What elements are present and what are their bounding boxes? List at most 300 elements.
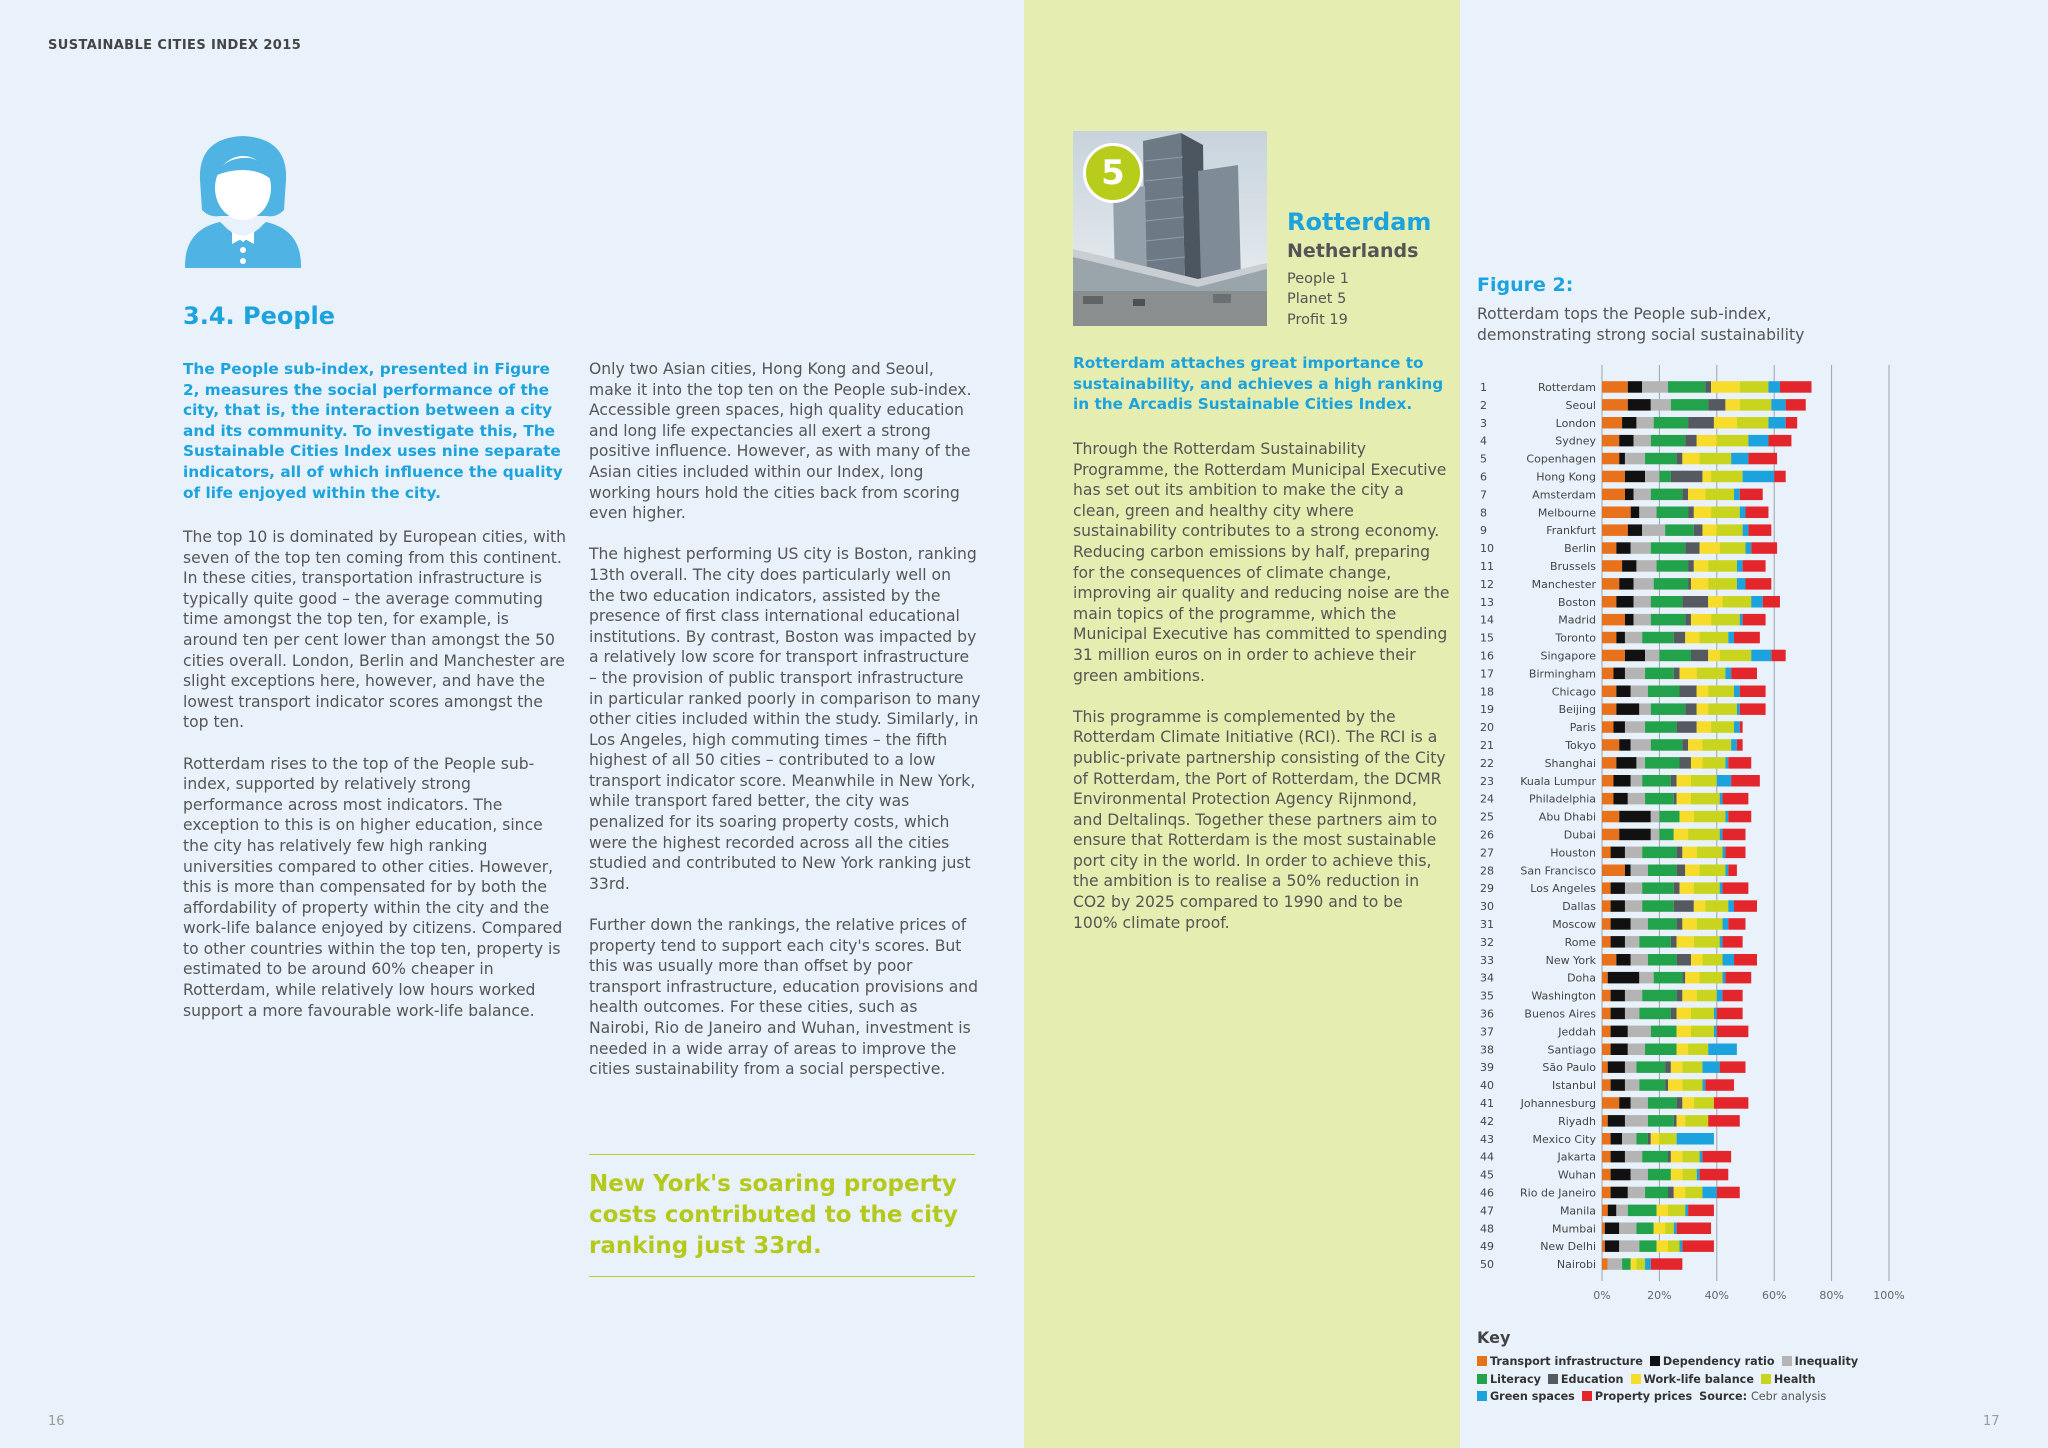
rank-label: 11 [1480,559,1494,573]
bar-segment [1720,1061,1746,1073]
bar-segment [1705,900,1728,912]
bar-segment [1728,811,1751,823]
bar-segment [1659,650,1691,662]
bar-segment [1740,703,1766,715]
city-label: Abu Dhabi [1538,810,1596,824]
bar-segment [1674,1115,1677,1127]
bar-segment [1725,757,1728,769]
legend-item [1477,1353,1643,1371]
bar-segment [1631,686,1648,698]
rank-label: 45 [1480,1168,1494,1182]
chart-source [1699,1388,1826,1406]
city-label: Mumbai [1552,1222,1596,1236]
bar-segment [1634,596,1651,608]
bar-segment [1651,435,1685,447]
bar-segment [1682,453,1699,465]
bar-segment [1602,1240,1605,1252]
city-label: Mexico City [1532,1132,1596,1146]
legend-swatch [1477,1391,1487,1401]
city-label: Seoul [1565,398,1596,412]
source-label: Source: [1699,1390,1751,1403]
bar-segment [1602,381,1628,393]
bar-segment [1688,489,1705,501]
paragraph: Further down the rankings, the relative prices of property tend to support each city's scores. But this was usually more than offset by poor transport infrastructure, education provisions and health outcomes. For these cities, such as Nairobi, Rio de Janeiro and Wuhan, investment is needed in a wide array of areas to improve the cities sustainability from a social perspective. [589,916,979,1079]
legend-label: Green spaces [1490,1390,1575,1403]
bar-segment [1723,972,1726,984]
bar-segment [1602,793,1613,805]
bar-segment [1611,1151,1625,1163]
bar-segment [1748,453,1777,465]
city-label: Chicago [1551,685,1596,699]
city-label: London [1555,416,1596,430]
bar-segment [1694,811,1726,823]
bar-segment [1740,614,1743,626]
city-label: Los Angeles [1530,882,1596,896]
bar-segment [1702,1187,1716,1199]
bar-segment [1619,1240,1639,1252]
bar-segment [1651,811,1660,823]
bar-segment [1751,596,1762,608]
bar-segment [1700,632,1729,644]
body-column-3 [1073,439,1451,954]
bar-segment [1711,507,1740,519]
bar-segment [1602,775,1613,787]
bar-segment [1602,417,1622,429]
bar-segment [1602,1097,1619,1109]
bar-segment [1651,399,1671,411]
city-label: Hong Kong [1536,470,1596,484]
rank-label: 10 [1480,542,1494,556]
bar-segment [1694,1097,1714,1109]
city-photo [1073,131,1267,326]
bar-segment [1634,435,1651,447]
bar-segment [1679,686,1696,698]
bar-segment [1639,936,1671,948]
bar-segment [1639,972,1653,984]
bar-segment [1602,632,1616,644]
planet-score: Planet 5 [1287,291,1347,307]
bar-segment [1602,811,1619,823]
bar-segment [1697,918,1723,930]
bar-segment [1728,918,1745,930]
bar-segment [1671,1061,1682,1073]
rank-label: 37 [1480,1025,1494,1039]
bar-segment [1602,990,1611,1002]
bar-segment [1763,596,1780,608]
bar-segment [1628,381,1642,393]
bar-segment [1619,1097,1630,1109]
bar-segment [1602,1008,1611,1020]
bar-segment [1654,417,1688,429]
bar-segment [1628,399,1651,411]
chart-legend [1477,1353,1877,1406]
rank-label: 42 [1480,1114,1494,1128]
bar-segment [1645,1258,1651,1270]
x-tick-label: 60% [1761,1289,1787,1302]
legend-item [1477,1371,1541,1389]
bar-segment [1608,1258,1622,1270]
rank-label: 24 [1480,792,1494,806]
bar-segment [1625,489,1634,501]
bar-segment [1645,1187,1668,1199]
bar-segment [1602,1187,1611,1199]
bar-segment [1602,435,1619,447]
bar-segment [1602,1205,1608,1217]
rank-label: 32 [1480,935,1494,949]
bar-segment [1659,471,1670,483]
bar-segment [1671,775,1677,787]
bar-segment [1602,703,1616,715]
bar-segment [1677,1115,1686,1127]
bar-segment [1602,865,1625,877]
city-label: São Paulo [1542,1061,1596,1075]
bar-segment [1619,811,1651,823]
bar-segment [1665,1223,1674,1235]
bar-segment [1651,1258,1683,1270]
bar-segment [1651,829,1660,841]
body-column-2 [589,359,981,1100]
bar-segment [1625,990,1642,1002]
x-tick-label: 100% [1873,1289,1905,1302]
rank-label: 34 [1480,971,1494,985]
bar-segment [1648,686,1680,698]
bar-segment [1723,793,1749,805]
bar-segment [1685,703,1696,715]
bar-segment [1602,1169,1611,1181]
paragraph: Only two Asian cities, Hong Kong and Seoul, make it into the top ten on the People sub-index. Accessible green spaces, high quality education and long life expectancies all exert a strong positive influence. However, as with many of the Asian cities included within our Index, long working hours hold the cities back from scoring even higher. [589,360,972,523]
bar-segment [1631,865,1648,877]
rank-label: 1 [1480,380,1487,394]
bar-segment [1711,471,1743,483]
bar-segment [1748,524,1771,536]
city-country: Netherlands [1287,240,1419,262]
bar-segment [1622,1258,1631,1270]
bar-segment [1671,471,1703,483]
bar-segment [1605,1240,1619,1252]
bar-segment [1665,1061,1671,1073]
city-label: Dallas [1562,900,1596,914]
bar-segment [1636,560,1656,572]
bar-segment [1659,1133,1676,1145]
bar-segment [1648,1097,1677,1109]
bar-segment [1702,954,1722,966]
bar-segment [1720,829,1723,841]
city-label: Nairobi [1556,1258,1596,1272]
city-label: Paris [1569,721,1596,735]
bar-segment [1720,793,1723,805]
bar-segment [1734,489,1740,501]
bar-segment [1665,524,1694,536]
bar-segment [1700,865,1726,877]
person-icon [180,130,306,268]
legend-swatch [1548,1374,1558,1384]
bar-segment [1697,847,1723,859]
bar-segment [1711,381,1740,393]
bar-segment [1625,847,1642,859]
bar-segment [1616,596,1633,608]
bar-segment [1642,882,1674,894]
paragraph: Through the Rotterdam Sustainability Programme, the Rotterdam Municipal Executive has set out its ambition to make the city a clean, green and healthy city where sustainability contributes to a strong economy. Reducing carbon emissions by half, preparing for the consequences of climate change, improving air quality and reducing noise are the main topics of the programme, which the Municipal Executive has committed to spending 31 million euros on in order to achieve their green ambitions. [1073,440,1450,685]
bar-segment [1602,954,1616,966]
legend-swatch [1761,1374,1771,1384]
bar-segment [1616,757,1636,769]
bar-segment [1616,632,1625,644]
bar-segment [1674,829,1688,841]
rank-label: 8 [1480,506,1487,520]
city-label: Copenhagen [1526,452,1596,466]
profit-score: Profit 19 [1287,312,1348,328]
bar-segment [1602,739,1619,751]
bar-segment [1694,560,1708,572]
bar-segment [1711,721,1734,733]
bar-segment [1723,829,1746,841]
bar-segment [1619,453,1625,465]
bar-segment [1668,1205,1685,1217]
bar-segment [1651,703,1685,715]
legend-label: Inequality [1794,1355,1859,1368]
legend-item [1631,1371,1754,1389]
bar-segment [1645,793,1674,805]
bar-segment [1697,1169,1700,1181]
bar-segment [1720,936,1723,948]
bar-segment [1671,1151,1682,1163]
bar-segment [1708,578,1737,590]
rank-label: 47 [1480,1204,1494,1218]
bar-segment [1688,829,1720,841]
bar-segment [1642,381,1668,393]
bar-segment [1634,578,1654,590]
bar-segment [1639,507,1656,519]
bar-segment [1602,399,1628,411]
rank-label: 13 [1480,595,1494,609]
bar-segment [1677,1026,1691,1038]
legend-label: Dependency ratio [1662,1355,1775,1368]
bar-segment [1654,1223,1665,1235]
bar-segment [1602,453,1619,465]
bar-segment [1702,1079,1705,1091]
bar-segment [1717,1187,1740,1199]
bar-segment [1651,489,1683,501]
bar-segment [1734,632,1760,644]
bar-segment [1679,811,1693,823]
bar-segment [1685,435,1696,447]
bar-segment [1602,1026,1611,1038]
city-label: Istanbul [1551,1079,1596,1093]
city-label: New York [1545,953,1596,967]
bar-segment [1636,1133,1647,1145]
city-label: Philadelphia [1528,792,1596,806]
bar-segment [1682,739,1688,751]
bar-segment [1731,739,1737,751]
city-label: Boston [1557,595,1596,609]
bar-segment [1731,453,1748,465]
bar-segment [1688,578,1691,590]
bar-segment [1677,793,1691,805]
bar-segment [1622,417,1636,429]
bar-segment [1671,1008,1677,1020]
legend-swatch [1650,1356,1660,1366]
section-title: 3.4. People [183,302,336,330]
legend-label: Literacy [1490,1372,1541,1386]
bar-segment [1691,954,1702,966]
legend-swatch [1582,1391,1592,1401]
bar-segment [1725,972,1751,984]
bar-segment [1622,1133,1636,1145]
paragraph: The top 10 is dominated by European cities, with seven of the top ten coming from this continent. In these cities, transportation infrastructure is typically quite good – the average commuting time amongst the top ten, for example, is around ten per cent lower than amongst the 50 cities overall. London, Berlin and Manchester are slight exceptions here, however, and have the lowest transport indicator scores amongst the top ten. [183,528,567,732]
bar-segment [1705,489,1734,501]
city-label: Tokyo [1565,738,1596,752]
bar-segment [1679,1240,1682,1252]
bar-segment [1677,1044,1688,1056]
bar-segment [1740,399,1772,411]
bar-segment [1602,1061,1608,1073]
rank-label: 3 [1480,416,1487,430]
bar-segment [1734,954,1757,966]
bar-segment [1688,507,1694,519]
bar-segment [1631,1097,1648,1109]
bar-segment [1625,865,1631,877]
bar-segment [1702,739,1731,751]
bar-segment [1631,1169,1648,1181]
bar-segment [1668,381,1705,393]
page-number-left: 16 [48,1414,65,1429]
legend-swatch [1477,1356,1487,1366]
bar-segment [1774,471,1785,483]
legend-item [1650,1353,1775,1371]
bar-segment [1737,560,1743,572]
bar-segment [1613,775,1630,787]
bar-segment [1613,721,1624,733]
bar-segment [1682,847,1696,859]
city-label: Rio de Janeiro [1520,1186,1596,1200]
paragraph: The highest performing US city is Boston, ranking 13th overall. The city does particularly well on the two education indicators, assisted by the presence of first class international educational institutions. By contrast, Boston was impacted by a relatively low score for transport infrastructure – the provision of public transport infrastructure in particular ranked poorly in comparison to many other cities included within the study. Similarly, in Los Angeles, high commuting times – the fifth highest of all 50 cities – contributed to a low transport indicator score. Meanwhile in New York, while transport fared better, the city was penalized for its soaring property costs, which were the highest recorded across all the cities studied and contributed to New York ranking just 33rd. [589,545,981,893]
bar-segment [1682,1240,1714,1252]
stacked-bar-chart [1470,360,1910,1310]
bar-segment [1677,721,1697,733]
rank-label: 6 [1480,470,1487,484]
bar-segment [1625,632,1642,644]
bar-segment [1748,435,1768,447]
city-label: Frankfurt [1546,524,1596,538]
bar-segment [1628,524,1642,536]
bar-segment [1619,435,1633,447]
rank-label: 35 [1480,989,1494,1003]
bar-segment [1628,1187,1645,1199]
bar-segment [1611,1187,1628,1199]
bar-segment [1717,990,1723,1002]
bar-segment [1737,703,1740,715]
bar-segment [1682,1079,1702,1091]
rank-label: 43 [1480,1132,1494,1146]
bar-segment [1611,1169,1631,1181]
bar-segment [1677,954,1691,966]
x-tick-label: 0% [1593,1289,1611,1302]
bar-segment [1657,507,1689,519]
bar-segment [1602,757,1616,769]
bar-segment [1746,507,1769,519]
bar-segment [1671,1169,1682,1181]
city-label: Madrid [1558,613,1596,627]
bar-segment [1708,1044,1737,1056]
bar-segment [1651,542,1685,554]
bar-segment [1728,900,1734,912]
bar-segment [1685,1205,1688,1217]
bar-segment [1723,990,1743,1002]
bar-segment [1694,524,1703,536]
bar-segment [1648,918,1677,930]
rank-label: 5 [1480,452,1487,466]
rank-label: 50 [1480,1258,1494,1272]
bar-segment [1725,847,1745,859]
bar-segment [1688,1205,1714,1217]
bar-segment [1677,775,1691,787]
bar-segment [1651,1133,1660,1145]
bar-segment [1602,1079,1611,1091]
bar-segment [1616,1205,1627,1217]
bar-segment [1682,918,1696,930]
rank-label: 15 [1480,631,1494,645]
bar-segment [1728,632,1734,644]
rank-label: 22 [1480,756,1494,770]
bar-segment [1682,972,1685,984]
bar-segment [1714,1097,1748,1109]
city-label: New Delhi [1540,1240,1596,1254]
bar-segment [1625,882,1642,894]
bar-segment [1636,1258,1645,1270]
rank-label: 48 [1480,1222,1494,1236]
bar-segment [1740,489,1763,501]
rank-label: 44 [1480,1150,1494,1164]
legend-label: Work-life balance [1643,1372,1754,1386]
bar-segment [1717,524,1743,536]
bar-segment [1743,560,1766,572]
bar-segment [1613,668,1624,680]
bar-segment [1602,686,1616,698]
bar-segment [1622,560,1636,572]
bar-segment [1677,453,1683,465]
bar-segment [1611,1044,1628,1056]
rank-label: 36 [1480,1007,1494,1021]
bar-segment [1723,596,1752,608]
rank-label: 41 [1480,1096,1494,1110]
figure-subtitle: Rotterdam tops the People sub-index, demonstrating strong social sustainability [1477,305,1805,344]
rank-label: 19 [1480,703,1494,717]
bar-segment [1602,1151,1611,1163]
bar-segment [1677,918,1683,930]
city-label: Rotterdam [1537,380,1596,394]
bar-segment [1697,721,1711,733]
bar-segment [1602,847,1611,859]
bar-segment [1602,489,1625,501]
bar-segment [1751,650,1771,662]
page-number-right: 17 [1983,1414,2000,1429]
bar-segment [1636,1223,1653,1235]
bar-segment [1679,757,1690,769]
bar-segment [1602,1115,1608,1127]
rank-label: 14 [1480,613,1494,627]
bar-segment [1611,882,1625,894]
x-tick-label: 20% [1647,1289,1672,1302]
bar-segment [1645,650,1659,662]
bar-segment [1746,542,1752,554]
bar-segment [1645,471,1659,483]
bar-segment [1636,417,1653,429]
city-label: Berlin [1564,542,1596,556]
bar-segment [1625,471,1645,483]
bar-segment [1674,1223,1677,1235]
bar-segment [1631,507,1640,519]
bar-segment [1679,668,1696,680]
